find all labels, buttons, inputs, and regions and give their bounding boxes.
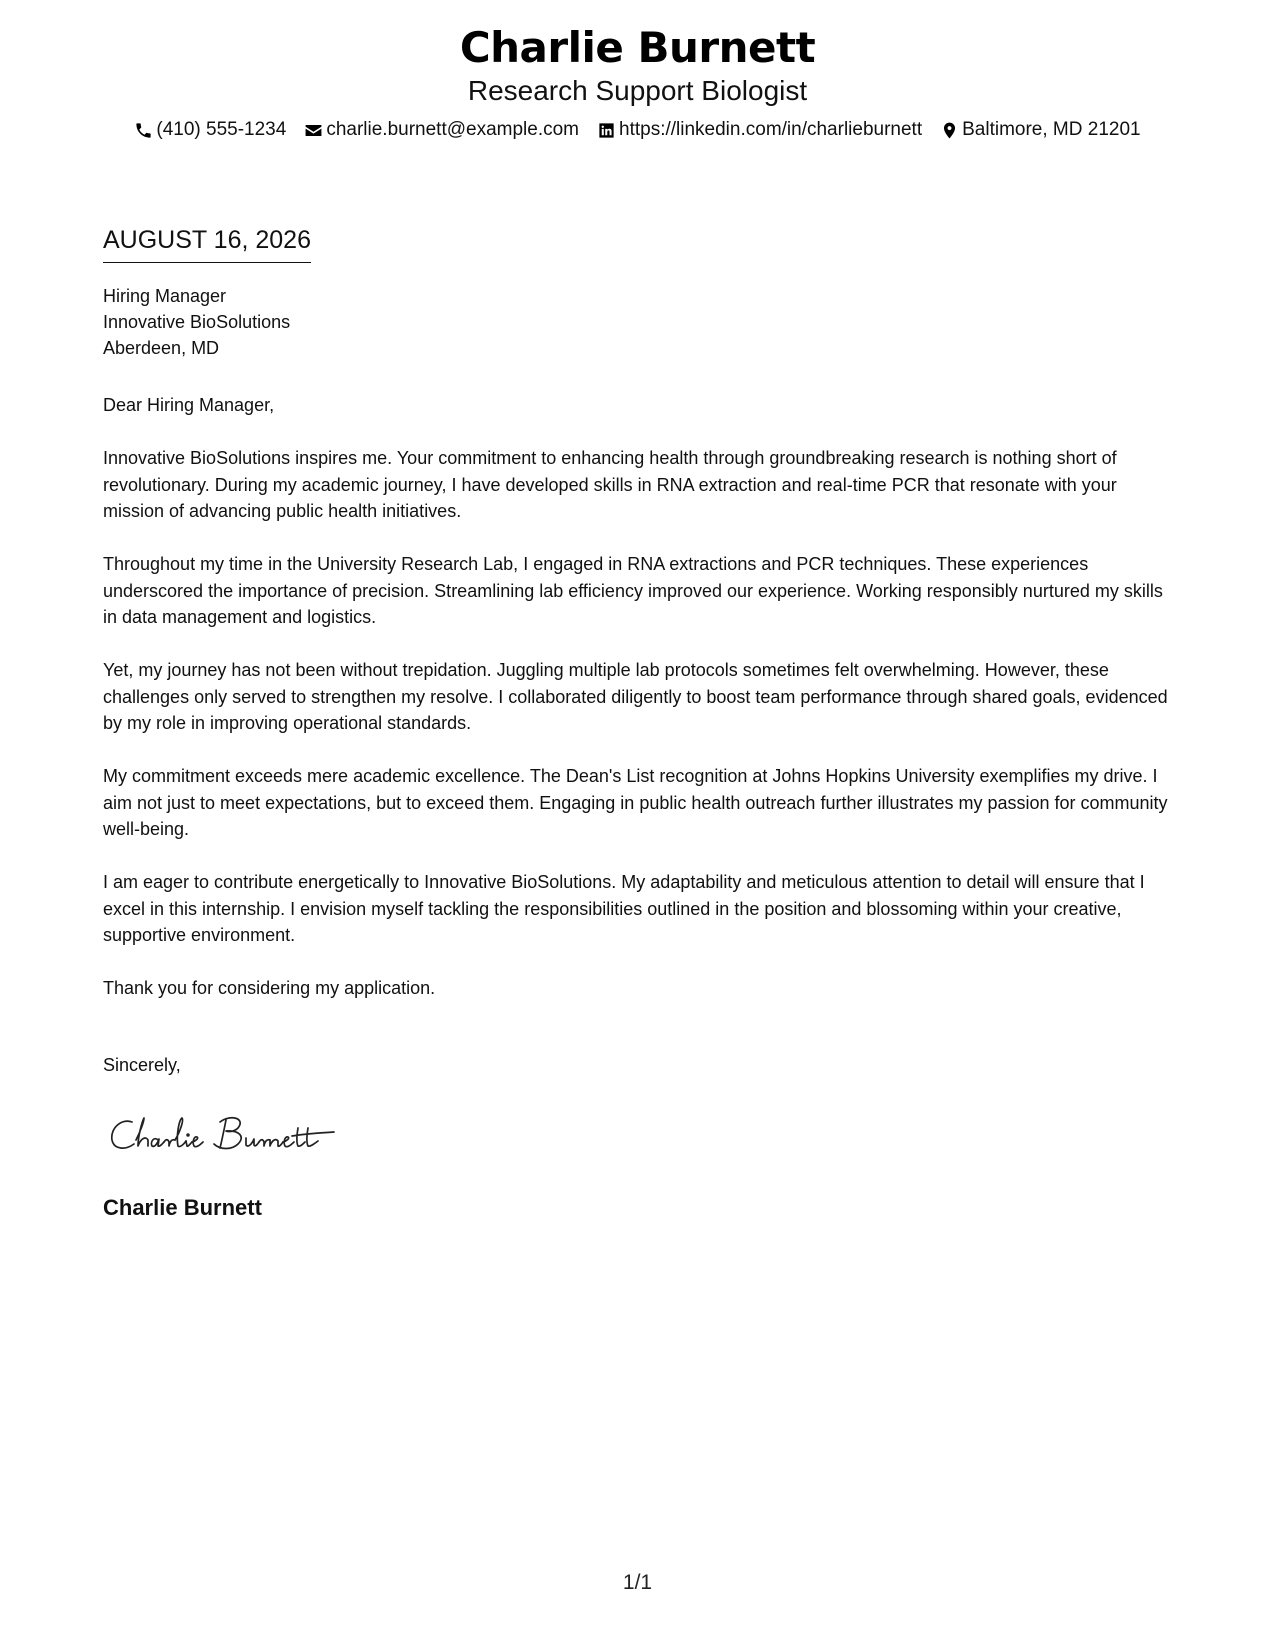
map-pin-icon (940, 121, 959, 140)
recipient-name: Hiring Manager (103, 286, 227, 306)
body-paragraph: Yet, my journey has not been without trepidation. Juggling multiple lab protocols sometimes felt overwhelming. However, these challenges only served to strengthen my resolve. I collaborated diligently to boost team performance through shared goals, evidenced by my role in improving operational standards. (103, 660, 1168, 733)
applicant-name: Charlie Burnett (459, 23, 816, 72)
closing: Sincerely, (103, 1055, 181, 1075)
letter-date: AUGUST 16, 2026 (103, 224, 311, 263)
contact-email (304, 118, 579, 142)
applicant-title: Research Support Biologist (467, 75, 808, 106)
contact-bar (0, 118, 1275, 142)
envelope-icon (304, 121, 323, 140)
contact-linkedin (597, 118, 922, 142)
body-paragraph: Thank you for considering my application. (103, 978, 436, 998)
salutation: Dear Hiring Manager, (103, 395, 275, 415)
letter-header (0, 22, 1275, 142)
linkedin-icon (597, 121, 616, 140)
signer-name: Charlie Burnett (103, 1195, 262, 1220)
recipient-location: Aberdeen, MD (103, 338, 220, 358)
contact-phone (134, 118, 286, 142)
body-paragraph: Throughout my time in the University Research Lab, I engaged in RNA extractions and PCR techniques. These experiences underscored the importance of precision. Streamlining lab efficiency improved our experience. Working responsibly nurtured my skills in data management and logistics. (103, 554, 1163, 627)
location-text: Baltimore, MD 21201 (962, 119, 1141, 140)
body-paragraph: I am eager to contribute energetically to Innovative BioSolutions. My adaptability and meticulous attention to detail will ensure that I excel in this internship. I envision myself tackling the responsibilities outlined in the position and blossoming within your creative, supportive environment. (103, 872, 1145, 945)
letter-date-block (103, 224, 311, 263)
body-paragraph: Innovative BioSolutions inspires me. Your commitment to enhancing health through groundbreaking research is nothing short of revolutionary. During my academic journey, I have developed skills in RNA extraction and real-time PCR that resonate with your mission of advancing public health initiatives. (103, 448, 1117, 521)
page-number: 1/1 (622, 1571, 653, 1594)
recipient-address (103, 283, 290, 361)
recipient-company: Innovative BioSolutions (103, 312, 291, 332)
email-address: charlie.burnett@example.com (326, 119, 580, 140)
phone-icon (134, 121, 153, 140)
handwritten-signature (108, 1110, 348, 1165)
phone-number: (410) 555-1234 (156, 119, 287, 140)
letter-body (103, 392, 1178, 1028)
contact-location (940, 118, 1140, 142)
body-paragraph: My commitment exceeds mere academic excellence. The Dean's List recognition at Johns Hopkins University exemplifies my drive. I aim not just to meet expectations, but to exceed them. Engaging in public health outreach further illustrates my passion for community well-being. (103, 766, 1168, 839)
signature-image (108, 1110, 348, 1160)
linkedin-url: https://linkedin.com/in/charlieburnett (619, 119, 923, 140)
